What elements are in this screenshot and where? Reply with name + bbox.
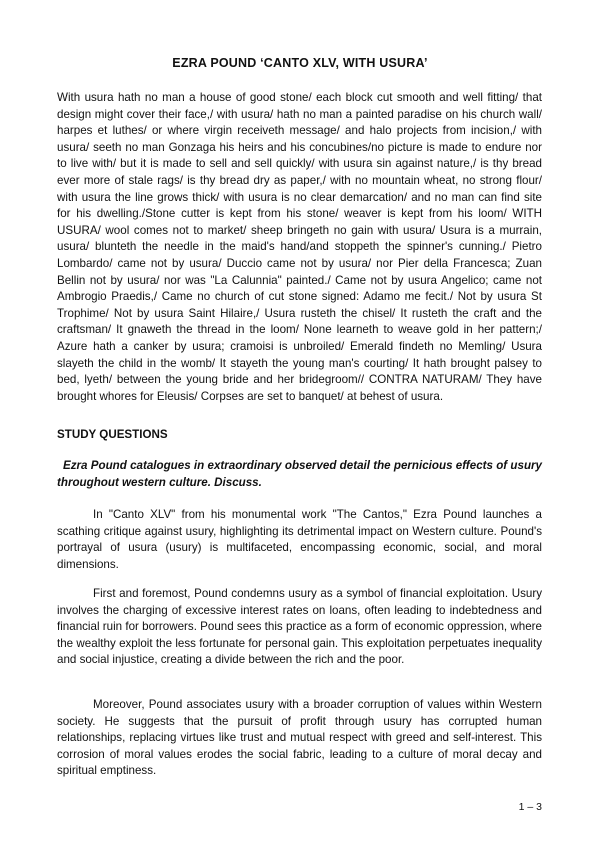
page-number: 1 – 3 — [518, 801, 542, 813]
answer-paragraph-2: First and foremost, Pound condemns usury as a symbol of financial exploitation. Usury involves the charging of excessive interest rates on loans, often leading to indebtedness and financial ruin for borrowers. Pound sees this practice as a form of economic oppression, where the wealthy exploit the less fortunate for personal gain. This exploitation perpetuates inequality and social injustice, creating a divide between the rich and the poor. — [57, 587, 542, 667]
study-questions-heading: STUDY QUESTIONS — [57, 428, 168, 441]
answer-paragraph-3: Moreover, Pound associates usury with a broader corruption of values within Western society. He suggests that the pursuit of profit through usury has corrupted human relationships, replacing virtues like trust and mutual respect with greed and self-interest. This corrosion of moral values erodes the social fabric, leading to a culture of moral decay and spiritual emptiness. — [57, 698, 542, 778]
answer-paragraph-1: In "Canto XLV" from his monumental work "The Cantos," Ezra Pound launches a scathing critique against usury, highlighting its detrimental impact on Western culture. Pound's portrayal of usura (usury) is multifaceted, encompassing economic, social, and moral dimensions. — [57, 508, 542, 571]
study-question: Ezra Pound catalogues in extraordinary observed detail the pernicious effects of usury throughout western culture. Discuss. — [57, 459, 542, 489]
poem-text: With usura hath no man a house of good stone/ each block cut smooth and well fitting/ that design might cover their face,/ with usura/ hath no man a painted paradise on his church wall/ harpes et luthes/ or where virgin receiveth message/ and halo projects from incision,/ with usura/ seeth no man Gonzaga his heirs and his concubines/no picture is made to endure nor to live with/ but it is made to sell and sell quickly/ with usura sin against nature,/ is thy bread ever more of stale rags/ is thy bread dry as paper,/ with no mountain wheat, no strong flour/ with usura the line grows thick/ with usura is no clear demarcation/ and no man can find site for his dwelling./Stone cutter is kept from his stone/ weaver is kept from his loom/ WITH USURA/ wool comes not to market/ sheep bringeth no gain with usura/ Usura is a murrain, usura/ blunteth the needle in the maid's hand/and stoppeth the spinner's cunning./ Pietro Lombardo/ came not by usura/ Duccio came not by usura/ nor Pier della Francesca; Zuan Bellin not by usura/ nor was "La Calunnia" painted./ Came not by usura Angelico; came not Ambrogio Praedis,/ Came no church of cut stone signed: Adamo me fecit./ Not by usura St Trophime/ Not by usura Saint Hilaire,/ Usura rusteth the chisel/ It rusteth the craft and the craftsman/ It gnaweth the thread in the loom/ None learneth to weave gold in her pattern;/ Azure hath a canker by usura; cramoisi is unbroiled/ Emerald findeth no Memling/ Usura slayeth the child in the womb/ It stayeth the young man's courting/ It hath brought palsey to bed, lyeth/ between the young bride and her bridegroom// CONTRA NATURAM/ They have brought whores for Eleusis/ Corpses are set to banquet/ at behest of usura. — [57, 91, 542, 403]
document-title: EZRA POUND ‘CANTO XLV, WITH USURA’ — [172, 56, 428, 70]
